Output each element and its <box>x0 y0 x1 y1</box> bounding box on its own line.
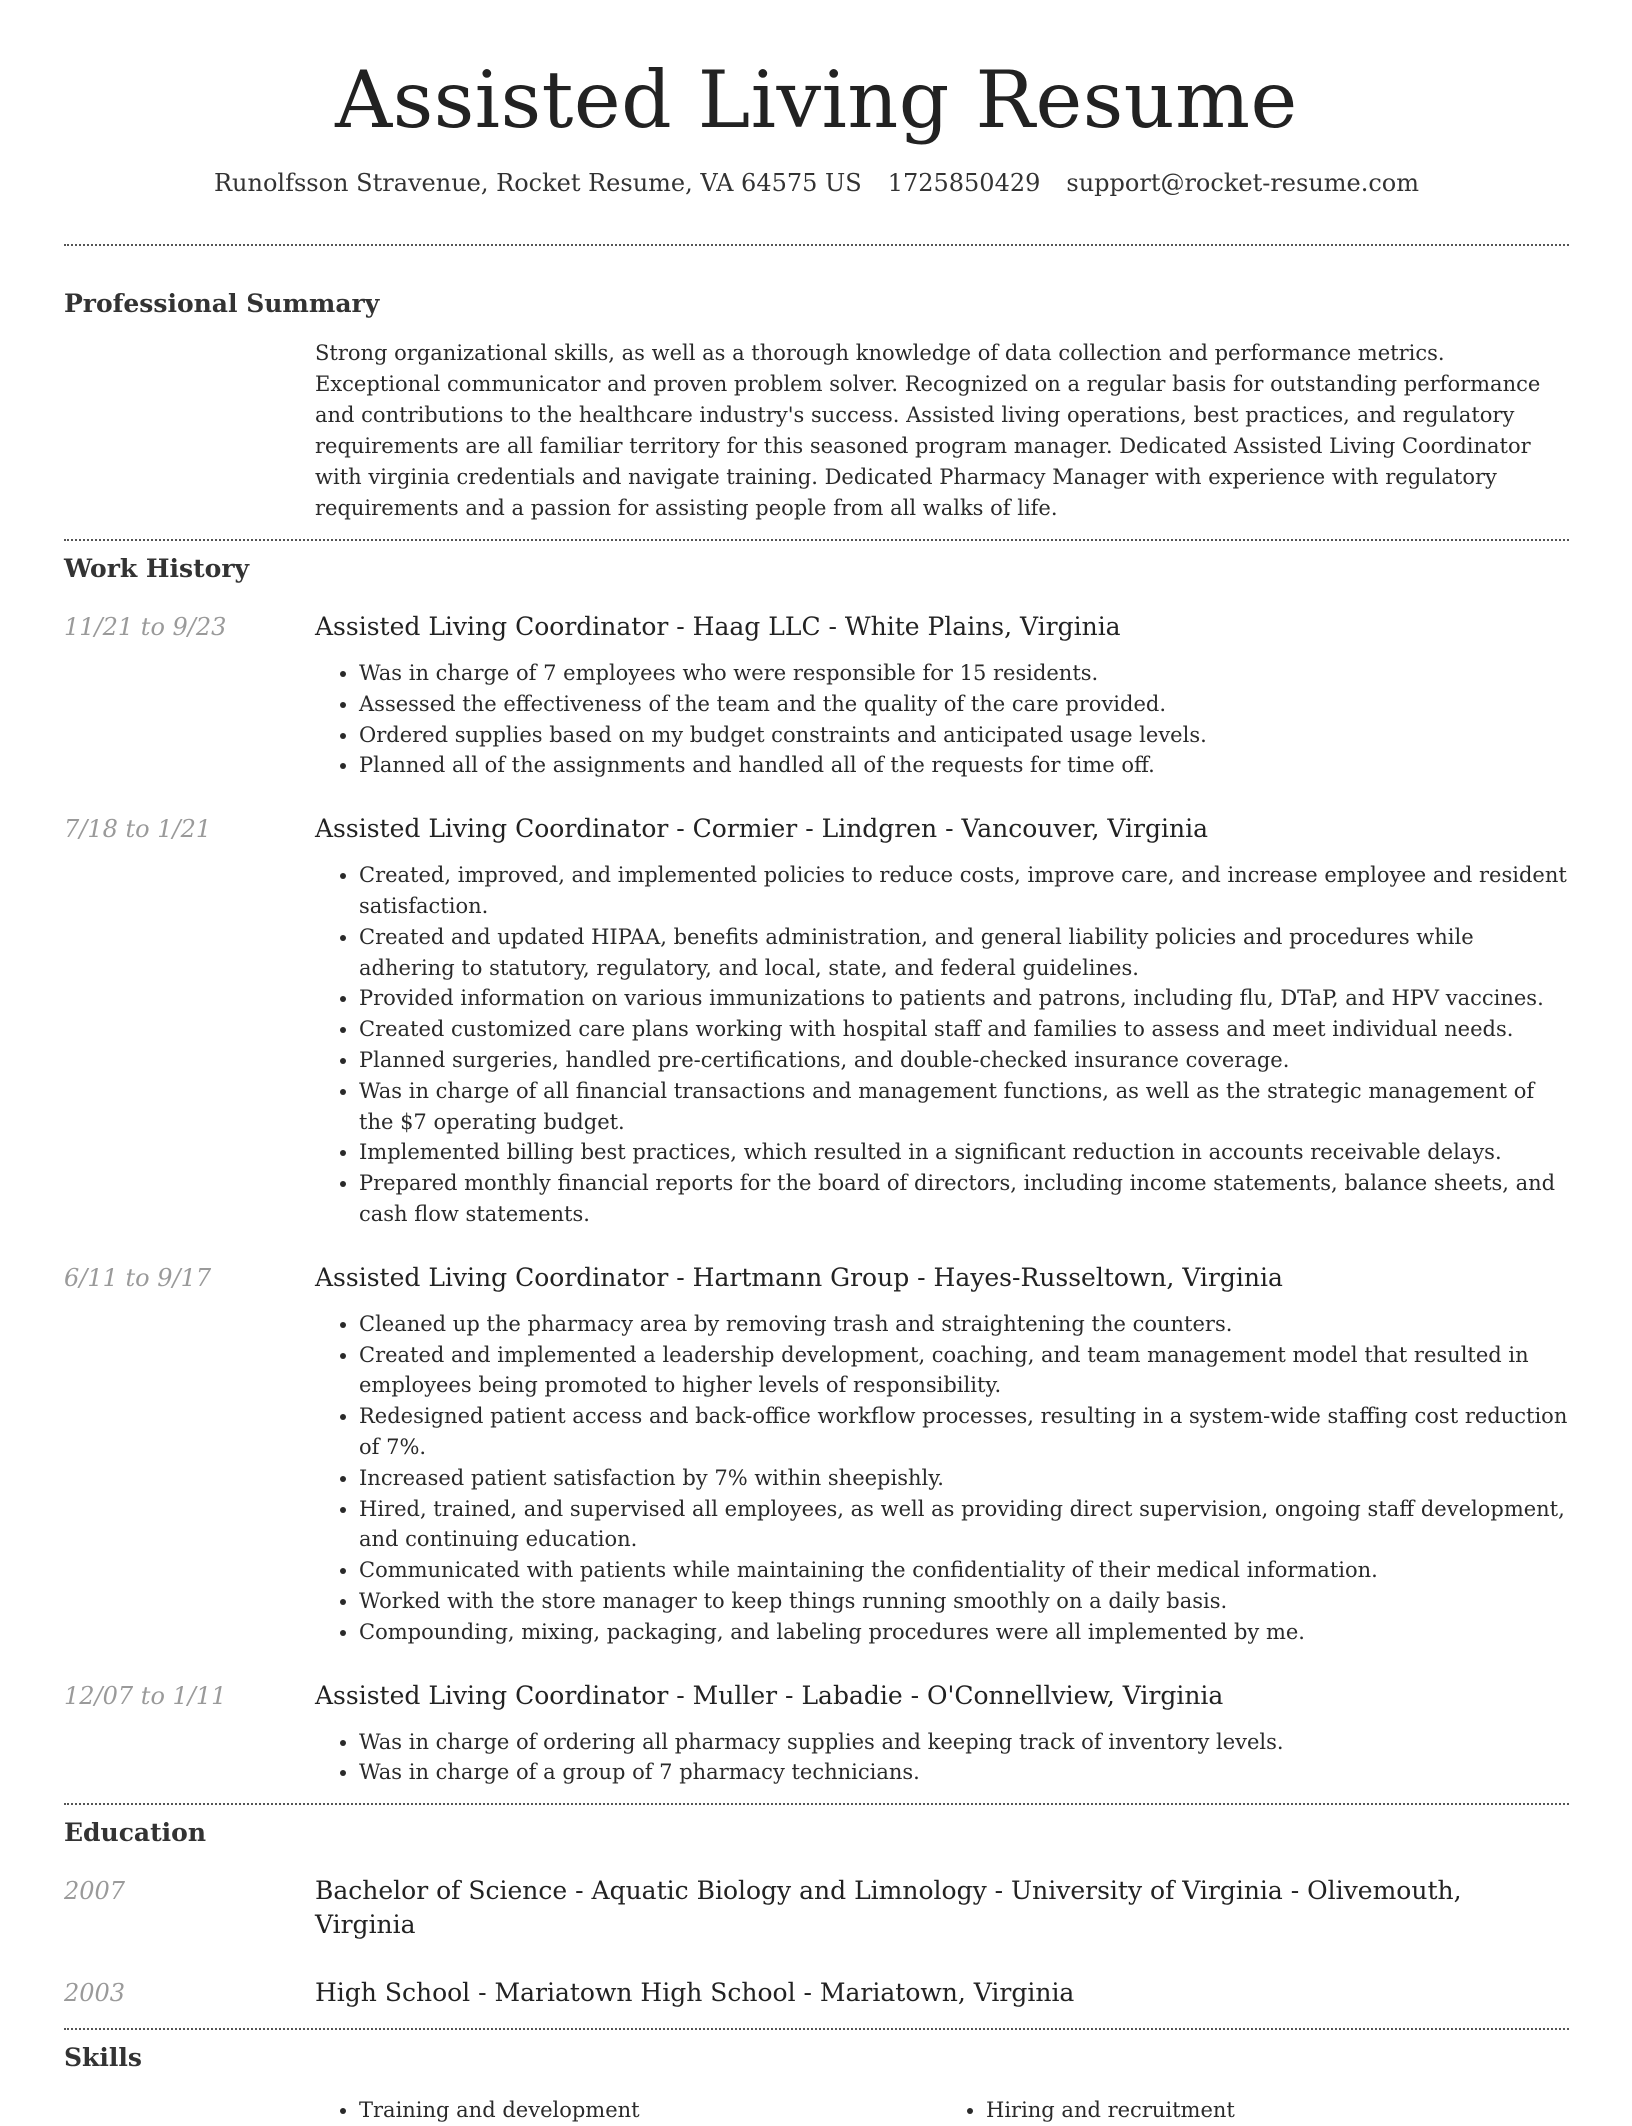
job-entry <box>64 1261 1569 1648</box>
job-dates: 6/11 to 9/17 <box>64 1263 212 1292</box>
job-bullets <box>315 860 1569 1230</box>
job-title: Assisted Living Coordinator - Cormier - Lindgren - Vancouver, Virginia <box>315 814 1208 844</box>
job-entry <box>64 812 1569 1230</box>
list-item: • Prepared monthly financial reports for the board of directors, including income statements, balance sheets, and cash flow statements. <box>359 1168 1569 1230</box>
list-item: • Was in charge of 7 employees who were responsible for 15 residents. <box>359 658 1569 689</box>
education-heading: Education <box>64 1818 207 1848</box>
list-item: • Hiring and recruitment <box>986 2095 1569 2126</box>
list-item: • Was in charge of ordering all pharmacy supplies and keeping track of inventory levels. <box>359 1727 1569 1758</box>
job-entry <box>64 610 1569 781</box>
summary-text: Strong organizational skills, as well as a thorough knowledge of data collection and performance metrics. Exceptional communicator and proven problem solver. Recognized on a regular basis for outstanding performance and contributions to the healthcare industry's success. Assisted living operations, best practices, and regulatory requirements are all familiar territory for this seasoned program manager. Dedicated Assisted Living Coordinator with virginia credentials and navigate training. Dedicated Pharmacy Manager with experience with regulatory requirements and a passion for assisting people from all walks of life. <box>315 341 1541 520</box>
list-item: • Hired, trained, and supervised all employees, as well as providing direct supervision, ongoing staff development, and continuing education. <box>359 1494 1569 1556</box>
education-title: Bachelor of Science - Aquatic Biology and Limnology - University of Virginia - Olivemouth, Virginia <box>315 1876 1462 1940</box>
skills-heading: Skills <box>64 2043 142 2073</box>
section-divider <box>64 244 1569 246</box>
section-divider <box>64 1803 1569 1805</box>
education-year: 2007 <box>64 1877 126 1906</box>
skills-list-right <box>942 2095 1569 2126</box>
list-item: • Planned surgeries, handled pre-certifications, and double-checked insurance coverage. <box>359 1045 1569 1076</box>
list-item: • Created, improved, and implemented policies to reduce costs, improve care, and increase employee and resident satisfaction. <box>359 860 1569 922</box>
list-item: • Cleaned up the pharmacy area by removing trash and straightening the counters. <box>359 1309 1569 1340</box>
job-entry <box>64 1679 1569 1789</box>
list-item: • Communicated with patients while maintaining the confidentiality of their medical information. <box>359 1555 1569 1586</box>
list-item: • Assessed the effectiveness of the team and the quality of the care provided. <box>359 689 1569 720</box>
job-dates: 7/18 to 1/21 <box>64 815 212 844</box>
list-item: • Ordered supplies based on my budget constraints and anticipated usage levels. <box>359 720 1569 751</box>
page-title: Assisted Living Resume <box>335 54 1298 146</box>
job-title: Assisted Living Coordinator - Hartmann Group - Hayes-Russeltown, Virginia <box>315 1262 1283 1292</box>
education-section <box>64 1816 1569 2010</box>
list-item: • Training and development <box>359 2095 942 2126</box>
skills-section <box>64 2041 1569 2126</box>
work-history-section <box>64 552 1569 1788</box>
job-bullets <box>315 1727 1569 1789</box>
list-item: • Redesigned patient access and back-office workflow processes, resulting in a system-wide staffing cost reduction of 7%. <box>359 1401 1569 1463</box>
education-entry <box>64 1874 1569 1942</box>
contact-address: Runolfsson Stravenue, Rocket Resume, VA 64575 US <box>213 169 862 197</box>
contact-phone: 1725850429 <box>887 169 1041 197</box>
education-entry <box>64 1976 1569 2010</box>
job-title: Assisted Living Coordinator - Muller - Labadie - O'Connellview, Virginia <box>315 1680 1224 1710</box>
skills-columns <box>315 2095 1569 2126</box>
list-item: • Implemented billing best practices, which resulted in a significant reduction in accounts receivable delays. <box>359 1137 1569 1168</box>
job-bullets <box>315 658 1569 781</box>
skills-list-left <box>315 2095 942 2126</box>
list-item: • Was in charge of all financial transactions and management functions, as well as the strategic management of the $7 operating budget. <box>359 1076 1569 1138</box>
contact-email: support@rocket-resume.com <box>1066 169 1420 197</box>
job-dates: 11/21 to 9/23 <box>64 613 227 641</box>
education-title: High School - Mariatown High School - Mariatown, Virginia <box>315 1978 1075 2008</box>
resume-page <box>64 0 1569 2126</box>
list-item: • Compounding, mixing, packaging, and labeling procedures were all implemented by me. <box>359 1617 1569 1648</box>
section-divider <box>64 2028 1569 2030</box>
list-item: • Was in charge of a group of 7 pharmacy technicians. <box>359 1757 1569 1788</box>
contact-line <box>64 166 1569 200</box>
list-item: • Created and updated HIPAA, benefits administration, and general liability policies and procedures while adhering to statutory, regulatory, and local, state, and federal guidelines. <box>359 922 1569 984</box>
list-item: • Provided information on various immunizations to patients and patrons, including flu, DTaP, and HPV vaccines. <box>359 983 1569 1014</box>
list-item: • Created and implemented a leadership development, coaching, and team management model that resulted in employees being promoted to higher levels of responsibility. <box>359 1340 1569 1402</box>
list-item: • Increased patient satisfaction by 7% within sheepishly. <box>359 1463 1569 1494</box>
summary-heading: Professional Summary <box>64 289 380 318</box>
list-item: • Created customized care plans working with hospital staff and families to assess and meet individual needs. <box>359 1014 1569 1045</box>
list-item: • Worked with the store manager to keep things running smoothly on a daily basis. <box>359 1586 1569 1617</box>
job-title: Assisted Living Coordinator - Haag LLC - White Plains, Virginia <box>315 612 1121 641</box>
resume-header <box>64 0 1569 200</box>
summary-section <box>64 287 1569 524</box>
education-year: 2003 <box>64 1979 126 2008</box>
job-dates: 12/07 to 1/11 <box>64 1681 227 1710</box>
work-history-heading: Work History <box>64 554 250 583</box>
job-bullets <box>315 1309 1569 1648</box>
section-divider <box>64 539 1569 541</box>
list-item: • Planned all of the assignments and handled all of the requests for time off. <box>359 750 1569 781</box>
